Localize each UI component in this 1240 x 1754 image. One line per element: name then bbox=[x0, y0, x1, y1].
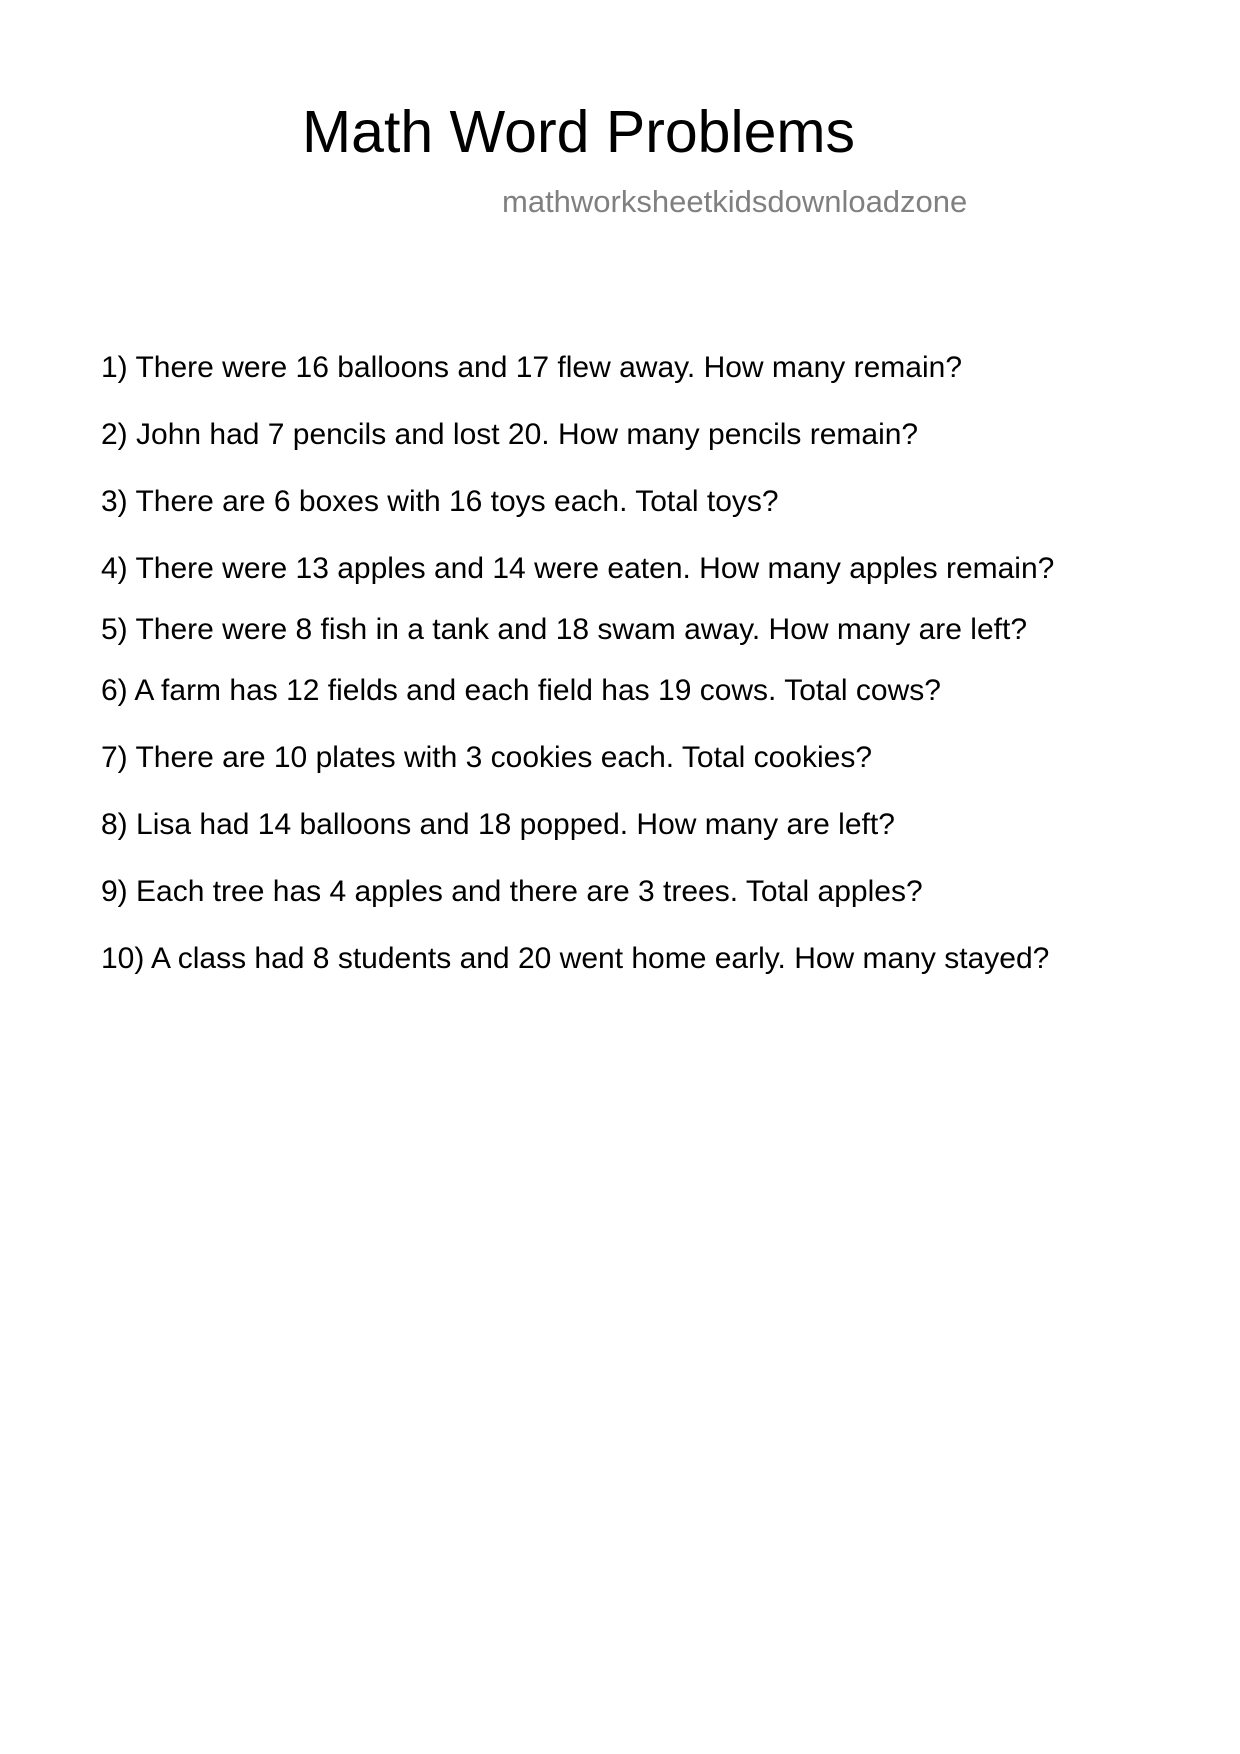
problem-item-5: 5) There were 8 fish in a tank and 18 swam away. How many are left? bbox=[101, 613, 1028, 646]
worksheet-title: Math Word Problems bbox=[302, 99, 856, 165]
problem-item-10: 10) A class had 8 students and 20 went home early. How many stayed? bbox=[101, 942, 1050, 975]
problem-item-4: 4) There were 13 apples and 14 were eaten. How many apples remain? bbox=[101, 552, 1055, 585]
problem-item-6: 6) A farm has 12 fields and each field has 19 cows. Total cows? bbox=[101, 674, 941, 707]
problem-item-8: 8) Lisa had 14 balloons and 18 popped. How many are left? bbox=[101, 808, 895, 841]
problem-item-3: 3) There are 6 boxes with 16 toys each. Total toys? bbox=[101, 485, 779, 518]
problem-item-1: 1) There were 16 balloons and 17 flew away. How many remain? bbox=[101, 351, 963, 384]
worksheet-source-label: mathworksheetkidsdownloadzone bbox=[502, 184, 968, 219]
problem-list bbox=[101, 348, 1141, 1000]
problem-item-2: 2) John had 7 pencils and lost 20. How many pencils remain? bbox=[101, 418, 919, 451]
problem-item-9: 9) Each tree has 4 apples and there are 3 trees. Total apples? bbox=[101, 875, 923, 908]
problem-item-7: 7) There are 10 plates with 3 cookies each. Total cookies? bbox=[101, 741, 873, 774]
